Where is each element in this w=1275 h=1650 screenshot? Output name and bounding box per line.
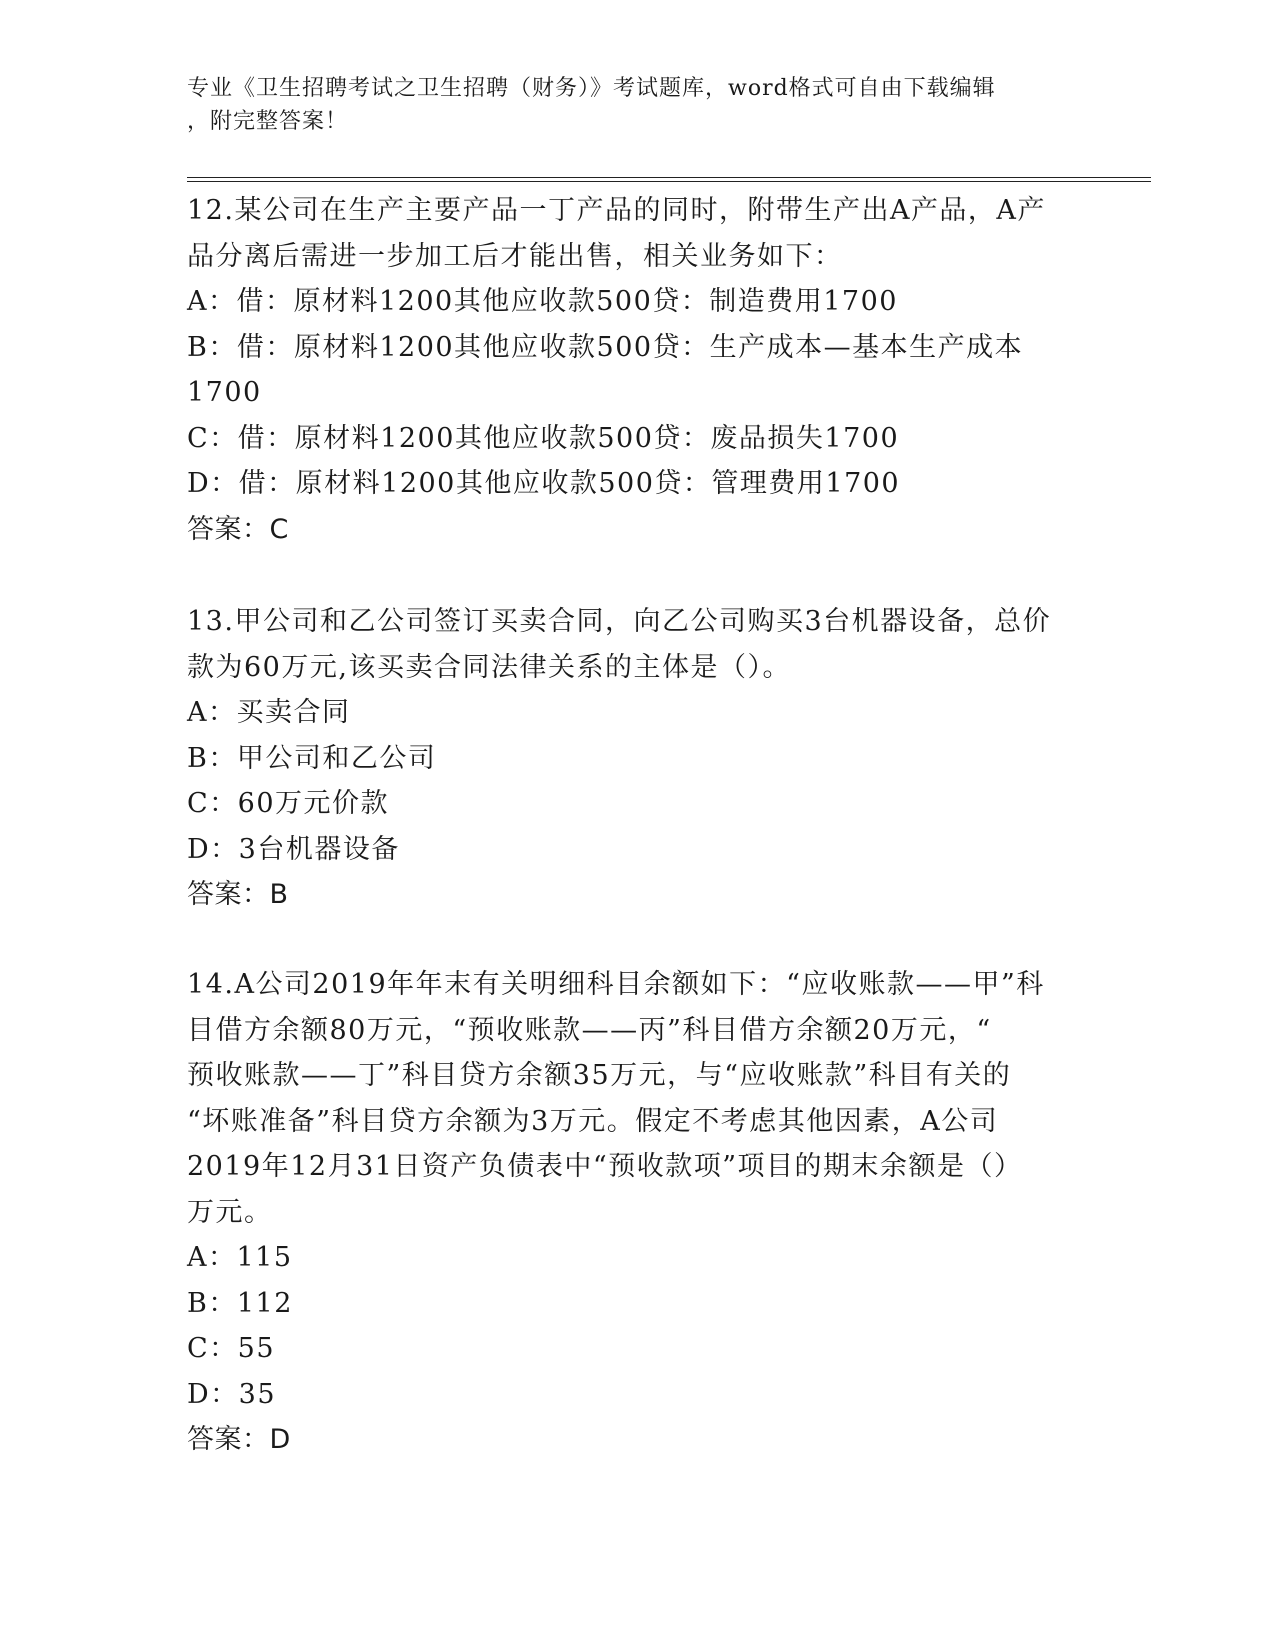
- answer: 答案：C: [187, 513, 289, 545]
- question-13: [187, 599, 1087, 918]
- answer: 答案：B: [187, 879, 289, 910]
- question-text: 款为60万元,该买卖合同法律关系的主体是（）。: [187, 651, 791, 683]
- question-text: 万元。: [187, 1196, 273, 1228]
- question-text: 品分离后需进一步加工后才能出售，相关业务如下：: [187, 240, 843, 272]
- option-c: C：60万元价款: [187, 788, 390, 819]
- option-a: A：借：原材料1200其他应收款500贷：制造费用1700: [187, 286, 898, 317]
- question-14: [187, 962, 1087, 1463]
- header-divider: [187, 181, 1151, 182]
- option-b-continued: 1700: [187, 377, 262, 408]
- question-text: 目借方余额80万元，“预收账款——丙”科目借方余额20万元，“: [187, 1014, 992, 1046]
- option-b: B：112: [187, 1287, 293, 1319]
- header-divider: [187, 177, 1151, 178]
- option-d: D：35: [187, 1378, 277, 1410]
- question-12: [187, 188, 1087, 552]
- option-b: B：甲公司和乙公司: [187, 742, 437, 774]
- header-line: ，附完整答案！: [187, 109, 349, 134]
- option-a: A：115: [187, 1242, 293, 1273]
- question-text: 13.甲公司和乙公司签订买卖合同，向乙公司购买3台机器设备，总价: [187, 606, 1052, 637]
- option-c: C：55: [187, 1333, 276, 1364]
- header-line: 专业《卫生招聘考试之卫生招聘（财务）》考试题库，word格式可自由下载编辑: [187, 76, 996, 101]
- question-text: 12.某公司在生产主要产品一丁产品的同时，附带生产出A产品，A产: [187, 195, 1046, 226]
- option-a: A：买卖合同: [187, 697, 351, 728]
- option-d: D：3台机器设备: [187, 833, 400, 865]
- question-text: 2019年12月31日资产负债表中“预收款项”项目的期末余额是（）: [187, 1151, 1023, 1182]
- question-text: 预收账款——丁”科目贷方余额35万元，与“应收账款”科目有关的: [187, 1060, 1012, 1091]
- document-header: [187, 72, 1067, 138]
- question-text: 14.A公司2019年年末有关明细科目余额如下：“应收账款——甲”科: [187, 969, 1045, 1000]
- question-text: “坏账准备”科目贷方余额为3万元。假定不考虑其他因素，A公司: [187, 1105, 999, 1137]
- option-b: B：借：原材料1200其他应收款500贷：生产成本—基本生产成本: [187, 331, 1024, 363]
- answer: 答案：D: [187, 1424, 291, 1455]
- option-c: C：借：原材料1200其他应收款500贷：废品损失1700: [187, 422, 900, 454]
- option-d: D：借：原材料1200其他应收款500贷：管理费用1700: [187, 468, 901, 499]
